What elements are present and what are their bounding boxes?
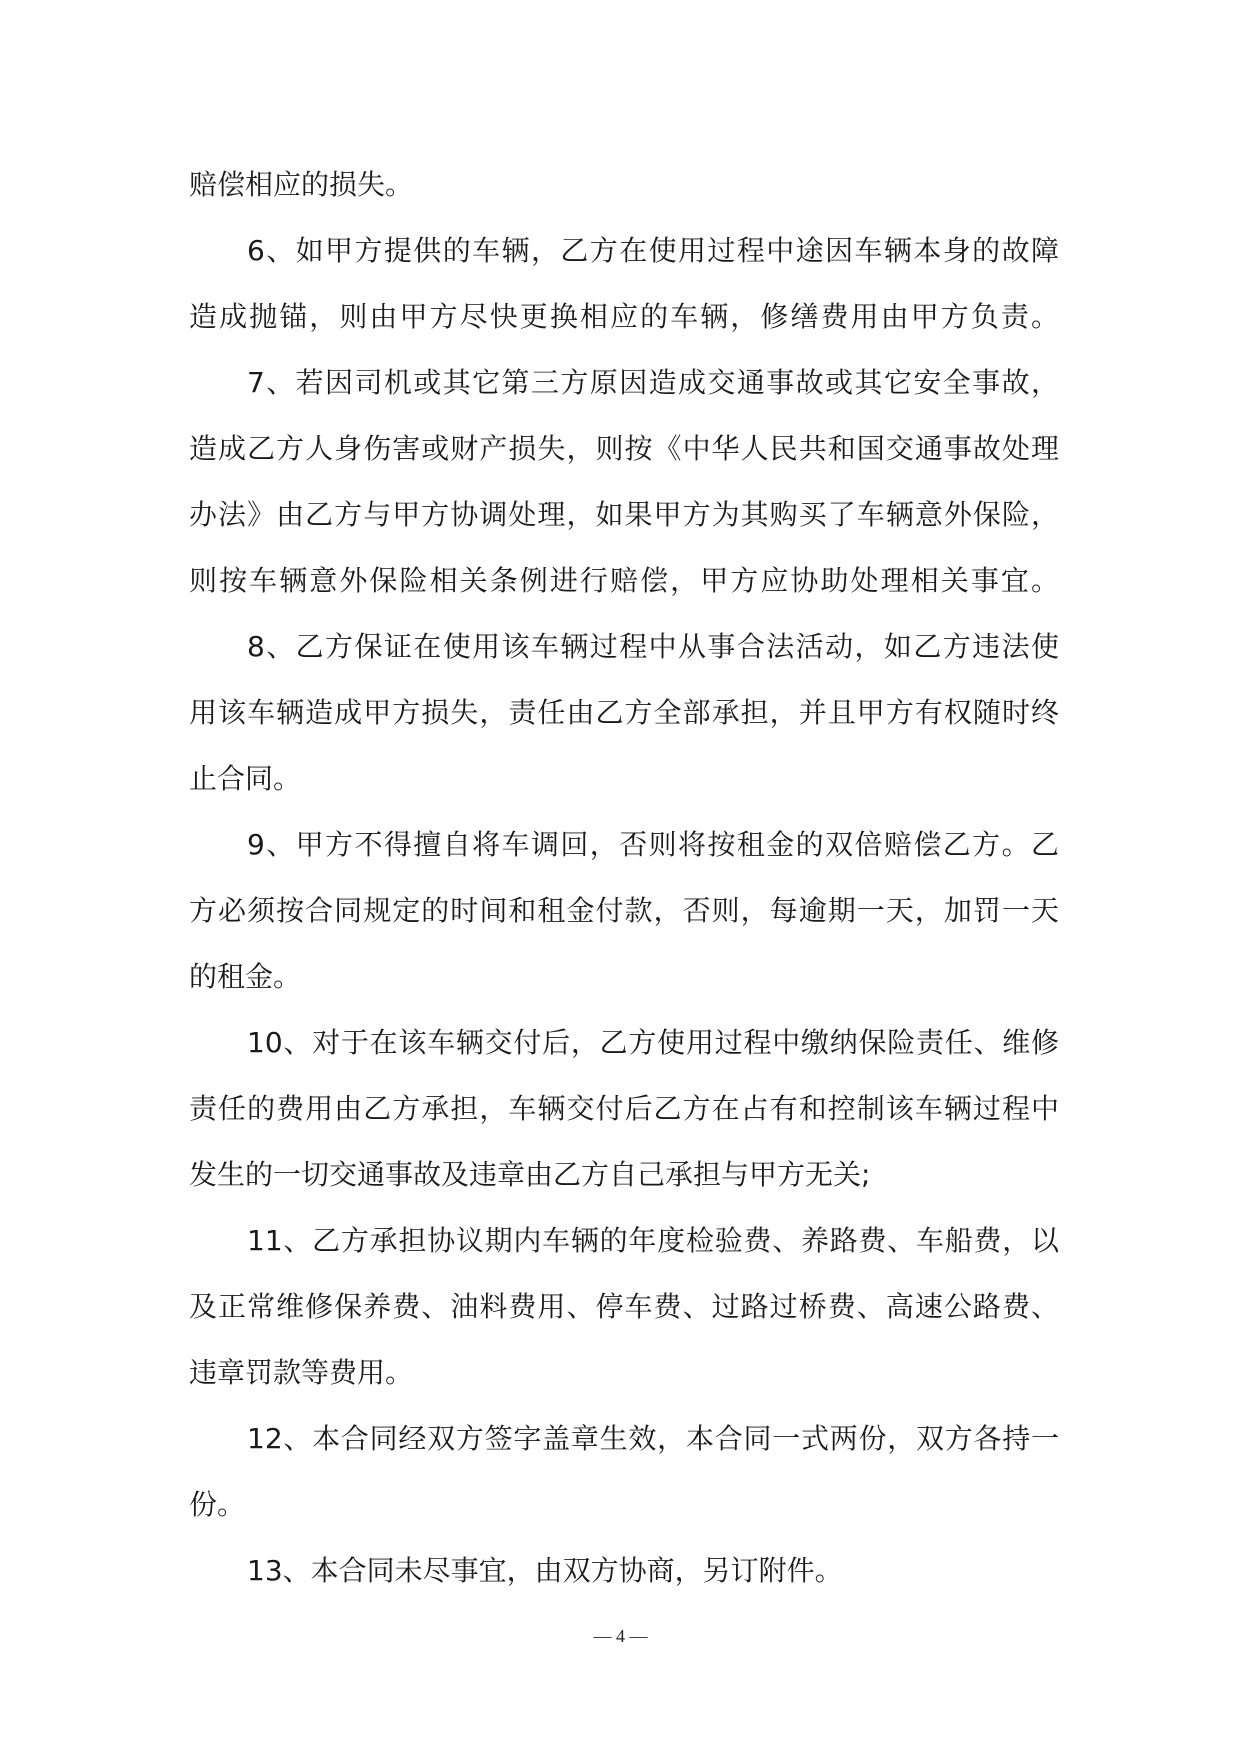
page-number: — 4 — bbox=[593, 1626, 648, 1646]
clause-11-line-3: 违章罚款等费用。 bbox=[189, 1356, 414, 1389]
clause-8-line-3: 止合同。 bbox=[189, 762, 302, 795]
clause-12-line-1: 12、本合同经双方签字盖章生效，本合同一式两份，双方各持一 bbox=[247, 1422, 1059, 1455]
clause-7-line-3: 办法》由乙方与甲方协调处理，如果甲方为其购买了车辆意外保险， bbox=[189, 498, 1059, 531]
document-body bbox=[189, 152, 1059, 1604]
clause-6-line-2: 造成抛锚，则由甲方尽快更换相应的车辆，修缮费用由甲方负责。 bbox=[189, 300, 1059, 333]
text-line: 赔偿相应的损失。 bbox=[189, 168, 414, 201]
clause-9-line-3: 的租金。 bbox=[189, 960, 302, 993]
clause-7-line-4: 则按车辆意外保险相关条例进行赔偿，甲方应协助处理相关事宜。 bbox=[189, 564, 1059, 597]
clause-10-line-1: 10、对于在该车辆交付后，乙方使用过程中缴纳保险责任、维修 bbox=[247, 1026, 1059, 1059]
clause-8-line-2: 用该车辆造成甲方损失，责任由乙方全部承担，并且甲方有权随时终 bbox=[189, 696, 1059, 729]
clause-7-line-2: 造成乙方人身伤害或财产损失，则按《中华人民共和国交通事故处理 bbox=[189, 432, 1059, 465]
clause-11-line-2: 及正常维修保养费、油料费用、停车费、过路过桥费、高速公路费、 bbox=[189, 1290, 1059, 1323]
clause-6-line-1: 6、如甲方提供的车辆，乙方在使用过程中途因车辆本身的故障 bbox=[247, 234, 1059, 267]
clause-10-line-2: 责任的费用由乙方承担，车辆交付后乙方在占有和控制该车辆过程中 bbox=[189, 1092, 1059, 1125]
clause-8-line-1: 8、乙方保证在使用该车辆过程中从事合法活动，如乙方违法使 bbox=[247, 630, 1059, 663]
clause-12-line-2: 份。 bbox=[189, 1488, 246, 1521]
clause-7-line-1: 7、若因司机或其它第三方原因造成交通事故或其它安全事故， bbox=[247, 366, 1059, 399]
clause-13-line-1: 13、本合同未尽事宜，由双方协商，另订附件。 bbox=[247, 1554, 843, 1587]
clause-10-line-3: 发生的一切交通事故及违章由乙方自己承担与甲方无关; bbox=[189, 1158, 871, 1191]
clause-11-line-1: 11、乙方承担协议期内车辆的年度检验费、养路费、车船费，以 bbox=[247, 1224, 1059, 1257]
clause-9-line-2: 方必须按合同规定的时间和租金付款，否则，每逾期一天，加罚一天 bbox=[189, 894, 1059, 927]
clause-9-line-1: 9、甲方不得擅自将车调回，否则将按租金的双倍赔偿乙方。乙 bbox=[247, 828, 1059, 861]
